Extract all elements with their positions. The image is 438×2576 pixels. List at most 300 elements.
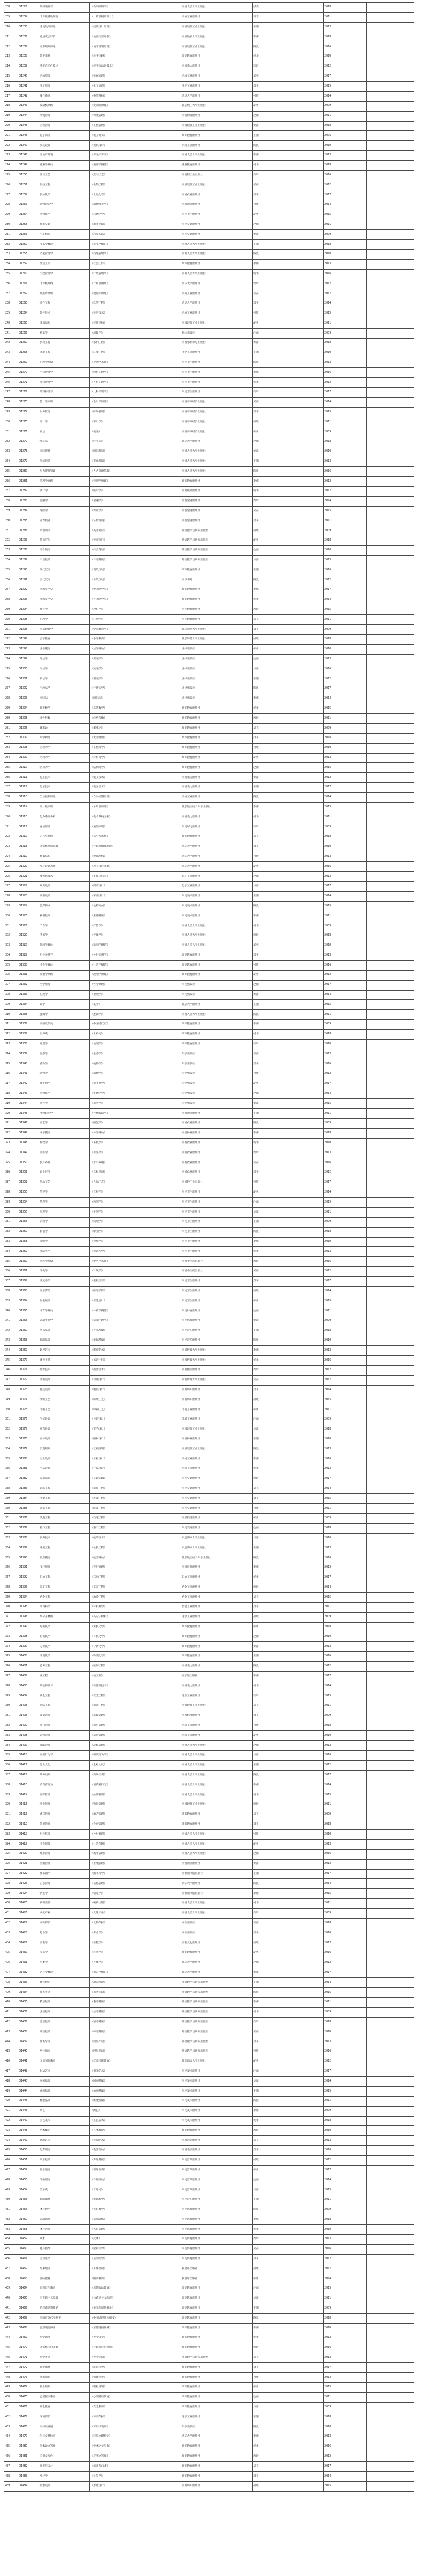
note-cell — [367, 635, 414, 645]
author-cell: 王翔 — [253, 131, 324, 141]
course-name-cell: 作物栽培学 — [39, 1109, 90, 1119]
year-cell: 2013 — [324, 555, 367, 565]
row-number-cell: 455 — [4, 2442, 18, 2452]
publisher-cell: 中国财政经济出版社 — [181, 407, 252, 417]
row-number-cell: 454 — [4, 2432, 18, 2442]
row-number-cell: 295 — [4, 862, 18, 872]
table-row — [4, 121, 414, 131]
author-cell: 吴亮 — [253, 1593, 324, 1603]
course-name-cell: 医学影像 — [39, 1286, 90, 1296]
publisher-cell: 中国人民大学出版社 — [181, 447, 252, 457]
publisher-cell: 中国人民大学出版社 — [181, 249, 252, 259]
author-cell: 胡勇 — [253, 319, 324, 329]
publisher-cell: 旅游教育出版社 — [181, 160, 252, 170]
table-row — [4, 2067, 414, 2077]
row-number-cell: 227 — [4, 190, 18, 200]
row-number-cell: 306 — [4, 971, 18, 981]
year-cell: 2016 — [324, 862, 367, 872]
row-number-cell: 399 — [4, 1889, 18, 1899]
table-row — [4, 1346, 414, 1356]
note-cell — [367, 2126, 414, 2136]
textbook-cell: 《美学》 — [90, 1000, 181, 1010]
note-cell — [367, 111, 414, 121]
row-number-cell: 420 — [4, 2096, 18, 2106]
row-number-cell: 382 — [4, 1721, 18, 1731]
course-name-cell: 食品工艺 — [39, 1178, 90, 1188]
textbook-cell: 《证券投资》 — [90, 516, 181, 526]
note-cell — [367, 1286, 414, 1296]
publisher-cell: 中国建筑工业出版社 — [181, 180, 252, 190]
publisher-cell: 人民卫生出版社 — [181, 388, 252, 398]
row-number-cell: 370 — [4, 1603, 18, 1613]
textbook-cell: 《职业规划》 — [90, 2383, 181, 2393]
year-cell: 2016 — [324, 368, 367, 378]
textbook-cell: 《信息管理》 — [90, 1879, 181, 1889]
course-code-cell: 01432 — [18, 1968, 39, 1978]
note-cell — [367, 2057, 414, 2067]
author-cell: 李伟 — [253, 2106, 324, 2116]
author-cell: 胡勇 — [253, 101, 324, 111]
note-cell — [367, 447, 414, 457]
table-row — [4, 2106, 414, 2116]
textbook-cell: 《机械原理》 — [90, 72, 181, 82]
note-cell — [367, 62, 414, 72]
author-cell: 赵丽 — [253, 1741, 324, 1751]
note-cell — [367, 269, 414, 279]
publisher-cell: 机械工业出版社 — [181, 1454, 252, 1464]
row-number-cell: 321 — [4, 1119, 18, 1129]
note-cell — [367, 1622, 414, 1632]
author-cell: 郑平 — [253, 2254, 324, 2264]
year-cell: 2012 — [324, 1069, 367, 1079]
note-cell — [367, 2067, 414, 2077]
year-cell: 2011 — [324, 2096, 367, 2106]
publisher-cell: 人民卫生出版社 — [181, 368, 252, 378]
note-cell — [367, 1583, 414, 1593]
year-cell: 2018 — [324, 931, 367, 941]
textbook-cell: 《材料科学》 — [90, 1603, 181, 1613]
year-cell: 2009 — [324, 2402, 367, 2412]
row-number-cell: 310 — [4, 1010, 18, 1020]
course-name-cell: 声乐基础 — [39, 2155, 90, 2165]
course-code-cell: 01448 — [18, 2126, 39, 2136]
note-cell — [367, 1820, 414, 1830]
course-code-cell: 01346 — [18, 1119, 39, 1129]
course-name-cell: 创新创业 — [39, 2373, 90, 2383]
author-cell: 郑平 — [253, 1603, 324, 1613]
year-cell: 2018 — [324, 2116, 367, 2126]
row-number-cell: 208 — [4, 3, 18, 13]
textbook-cell: 《图书馆学》 — [90, 1869, 181, 1879]
note-cell — [367, 2462, 414, 2472]
note-cell — [367, 427, 414, 437]
course-name-cell: 武术 — [39, 2235, 90, 2245]
table-row — [4, 210, 414, 220]
table-row — [4, 565, 414, 575]
course-code-cell: 01471 — [18, 2353, 39, 2363]
publisher-cell: 人民交通出版社 — [181, 1504, 252, 1514]
year-cell: 2018 — [324, 1721, 367, 1731]
course-name-cell: 内科护理学 — [39, 368, 90, 378]
row-number-cell: 301 — [4, 921, 18, 931]
publisher-cell: 高等教育出版社 — [181, 832, 252, 842]
publisher-cell: 中国农业出版社 — [181, 200, 252, 210]
publisher-cell: 中国人民大学出版社 — [181, 1760, 252, 1770]
note-cell — [367, 52, 414, 62]
year-cell: 2018 — [324, 1227, 367, 1237]
course-name-cell: 可持续发展 — [39, 2422, 90, 2432]
course-name-cell: 兽医学 — [39, 1148, 90, 1158]
year-cell: 2016 — [324, 664, 367, 674]
publisher-cell: 人民出版社 — [181, 990, 252, 1000]
note-cell — [367, 674, 414, 684]
course-code-cell: 01236 — [18, 32, 39, 42]
table-row — [4, 911, 414, 921]
publisher-cell: 高等教育出版社 — [181, 565, 252, 575]
note-cell — [367, 1563, 414, 1573]
author-cell: 陈凯 — [253, 2205, 324, 2215]
row-number-cell: 238 — [4, 299, 18, 309]
table-row — [4, 1908, 414, 1918]
course-name-cell: 城市规划原理 — [39, 42, 90, 52]
author-cell: 郑平 — [253, 1059, 324, 1069]
textbook-cell: 《书法艺术》 — [90, 2067, 181, 2077]
year-cell: 2017 — [324, 190, 367, 200]
publisher-cell: 中国建筑工业出版社 — [181, 42, 252, 52]
year-cell: 2015 — [324, 1000, 367, 1010]
year-cell: 2009 — [324, 1711, 367, 1721]
row-number-cell: 369 — [4, 1593, 18, 1603]
textbook-cell: 《运营管理》 — [90, 1731, 181, 1741]
course-code-cell: 01419 — [18, 1840, 39, 1850]
author-cell: 杨华 — [253, 1247, 324, 1257]
textbook-cell: 《景观规划》 — [90, 1444, 181, 1454]
course-name-cell: 水利工程 — [39, 339, 90, 348]
course-code-cell: 01293 — [18, 595, 39, 605]
author-cell: 周玲 — [253, 2017, 324, 2027]
year-cell: 2017 — [324, 289, 367, 299]
course-name-cell: 人类学 — [39, 1958, 90, 1968]
note-cell — [367, 2195, 414, 2205]
author-cell: 周玲 — [253, 2235, 324, 2245]
row-number-cell: 401 — [4, 1908, 18, 1918]
course-code-cell: 01284 — [18, 506, 39, 516]
author-cell: 周玲 — [253, 1908, 324, 1918]
row-number-cell: 337 — [4, 1276, 18, 1286]
note-cell — [367, 1218, 414, 1228]
author-cell: 陈凯 — [253, 1010, 324, 1020]
row-number-cell: 368 — [4, 1583, 18, 1593]
course-name-cell: 消防工程 — [39, 1701, 90, 1711]
author-cell: 胡勇 — [253, 753, 324, 763]
author-cell: 周玲 — [253, 2126, 324, 2136]
table-row — [4, 279, 414, 289]
course-name-cell: 生理学 — [39, 1208, 90, 1218]
table-row — [4, 1513, 414, 1523]
publisher-cell: 人民体育出版社 — [181, 2215, 252, 2225]
table-row — [4, 1622, 414, 1632]
publisher-cell: 清华大学出版社 — [181, 2432, 252, 2442]
course-name-cell: 礼仪学 — [39, 2472, 90, 2482]
note-cell — [367, 1810, 414, 1820]
note-cell — [367, 22, 414, 32]
year-cell: 2012 — [324, 477, 367, 487]
course-name-cell: 港口工程 — [39, 1523, 90, 1533]
course-name-cell: 服装设计 — [39, 1385, 90, 1395]
textbook-cell: 《中国近现代史纲要》 — [90, 2314, 181, 2324]
table-row — [4, 1612, 414, 1622]
note-cell — [367, 2116, 414, 2126]
author-cell: 杨华 — [253, 595, 324, 605]
author-cell: 李伟 — [253, 1997, 324, 2007]
course-name-cell: 新能源技术 — [39, 1681, 90, 1691]
course-code-cell: 01397 — [18, 1622, 39, 1632]
note-cell — [367, 961, 414, 971]
note-cell — [367, 921, 414, 931]
textbook-cell: 《运动训练》 — [90, 2215, 181, 2225]
table-row — [4, 72, 414, 82]
textbook-cell: 《铁道工程》 — [90, 1513, 181, 1523]
table-row — [4, 131, 414, 141]
textbook-cell: 《药物化学》 — [90, 210, 181, 220]
author-cell: 杨华 — [253, 1899, 324, 1909]
textbook-cell: 《针灸学》 — [90, 1267, 181, 1277]
course-name-cell: 生态学 — [39, 1049, 90, 1059]
publisher-cell: 人民美术出版社 — [181, 2087, 252, 2097]
author-cell: 赵丽 — [253, 1415, 324, 1425]
publisher-cell: 人民卫生出版社 — [181, 1188, 252, 1198]
course-code-cell: 01369 — [18, 1346, 39, 1356]
year-cell: 2010 — [324, 249, 367, 259]
publisher-cell: 清华大学出版社 — [181, 842, 252, 852]
row-number-cell: 351 — [4, 1415, 18, 1425]
course-name-cell: 林学概论 — [39, 1128, 90, 1138]
publisher-cell: 法律出版社 — [181, 684, 252, 694]
course-name-cell: 商务谈判 — [39, 1770, 90, 1780]
author-cell: 李伟 — [253, 694, 324, 704]
course-code-cell: 01342 — [18, 1079, 39, 1089]
table-row — [4, 1375, 414, 1385]
note-cell — [367, 881, 414, 891]
table-row — [4, 190, 414, 200]
table-row — [4, 1000, 414, 1010]
note-cell — [367, 230, 414, 240]
note-cell — [367, 753, 414, 763]
note-cell — [367, 565, 414, 575]
textbook-cell: 《法语基础》 — [90, 2007, 181, 2017]
note-cell — [367, 1701, 414, 1711]
textbook-cell: 《古代汉语》 — [90, 575, 181, 585]
note-cell — [367, 1435, 414, 1444]
table-row — [4, 1198, 414, 1208]
year-cell: 2011 — [324, 1899, 367, 1909]
row-number-cell: 278 — [4, 694, 18, 704]
year-cell: 2012 — [324, 773, 367, 783]
course-code-cell: 01315 — [18, 812, 39, 822]
table-row — [4, 111, 414, 121]
publisher-cell: 机械工业出版社 — [181, 1464, 252, 1474]
row-number-cell: 299 — [4, 901, 18, 911]
year-cell: 2017 — [324, 1770, 367, 1780]
year-cell: 2011 — [324, 1109, 367, 1119]
table-row — [4, 180, 414, 190]
course-code-cell: 01251 — [18, 180, 39, 190]
row-number-cell: 293 — [4, 842, 18, 852]
note-cell — [367, 2027, 414, 2037]
row-number-cell: 378 — [4, 1681, 18, 1691]
course-name-cell: 纺织工艺 — [39, 1395, 90, 1405]
note-cell — [367, 131, 414, 141]
table-row — [4, 1286, 414, 1296]
table-row — [4, 2343, 414, 2353]
textbook-cell: 《教育学》 — [90, 605, 181, 615]
course-code-cell: 01459 — [18, 2235, 39, 2245]
course-code-cell: 01366 — [18, 1316, 39, 1326]
publisher-cell: 高等教育出版社 — [181, 724, 252, 734]
textbook-cell: 《动画设计》 — [90, 1375, 181, 1385]
table-row — [4, 2096, 414, 2106]
author-cell: 胡勇 — [253, 2165, 324, 2175]
course-code-cell: 01411 — [18, 1760, 39, 1770]
note-cell — [367, 1751, 414, 1761]
row-number-cell: 397 — [4, 1869, 18, 1879]
table-row — [4, 1563, 414, 1573]
course-code-cell: 01301 — [18, 674, 39, 684]
year-cell: 2016 — [324, 1257, 367, 1267]
course-name-cell: 城市交通 — [39, 220, 90, 230]
course-name-cell: 药理学 — [39, 1198, 90, 1208]
note-cell — [367, 605, 414, 615]
note-cell — [367, 1790, 414, 1800]
course-name-cell: 结构力学 — [39, 763, 90, 773]
table-row — [4, 733, 414, 743]
course-code-cell: 01299 — [18, 654, 39, 664]
row-number-cell: 365 — [4, 1553, 18, 1563]
textbook-cell: 《西班牙语》 — [90, 2037, 181, 2047]
publisher-cell: 人民美术出版社 — [181, 2096, 252, 2106]
note-cell — [367, 496, 414, 506]
table-row — [4, 299, 414, 309]
textbook-cell: 《小学教育》 — [90, 635, 181, 645]
year-cell: 2015 — [324, 407, 367, 417]
publisher-cell: 高等教育出版社 — [181, 1642, 252, 1652]
course-name-cell: 材料科学 — [39, 1603, 90, 1613]
author-cell: 陈凯 — [253, 1770, 324, 1780]
year-cell: 2018 — [324, 32, 367, 42]
course-code-cell: 01298 — [18, 644, 39, 654]
table-row — [4, 2304, 414, 2314]
author-cell: 李伟 — [253, 1889, 324, 1899]
table-row — [4, 931, 414, 941]
year-cell: 2014 — [324, 1385, 367, 1395]
row-number-cell: 292 — [4, 832, 18, 842]
year-cell: 2017 — [324, 1968, 367, 1978]
row-number-cell: 296 — [4, 872, 18, 882]
author-cell: 杨华 — [253, 704, 324, 714]
course-name-cell: 计算机应用基础 — [39, 2343, 90, 2353]
table-row — [4, 585, 414, 595]
course-name-cell: 毛泽东思想概论 — [39, 2304, 90, 2314]
course-name-cell: 自动控制原理 — [39, 792, 90, 802]
textbook-cell: 《数据库原理》 — [90, 289, 181, 299]
row-number-cell: 327 — [4, 1178, 18, 1188]
publisher-cell: 中国人民大学出版社 — [181, 1741, 252, 1751]
year-cell: 2014 — [324, 299, 367, 309]
table-row — [4, 1948, 414, 1958]
course-code-cell: 01390 — [18, 1553, 39, 1563]
textbook-cell: 《英语写作》 — [90, 536, 181, 546]
author-cell: 周玲 — [253, 1474, 324, 1484]
publisher-cell: 清华大学出版社 — [181, 852, 252, 862]
note-cell — [367, 891, 414, 901]
table-row — [4, 42, 414, 52]
table-row — [4, 2452, 414, 2462]
course-code-cell: 01295 — [18, 615, 39, 625]
course-name-cell: 大学英语 — [39, 2353, 90, 2363]
textbook-cell: 《作曲理论》 — [90, 2175, 181, 2185]
row-number-cell: 223 — [4, 150, 18, 160]
note-cell — [367, 2254, 414, 2264]
textbook-cell: 《无机化学》 — [90, 1622, 181, 1632]
table-row — [4, 427, 414, 437]
course-code-cell: 01418 — [18, 1830, 39, 1840]
note-cell — [367, 585, 414, 595]
note-cell — [367, 407, 414, 417]
table-row — [4, 1069, 414, 1079]
course-code-cell: 01336 — [18, 1020, 39, 1030]
publisher-cell: 中国人民大学出版社 — [181, 1780, 252, 1790]
row-number-cell: 240 — [4, 319, 18, 329]
table-row — [4, 1978, 414, 1988]
table-row — [4, 1751, 414, 1761]
publisher-cell: 人民出版社 — [181, 980, 252, 990]
row-number-cell: 373 — [4, 1632, 18, 1642]
table-row — [4, 1336, 414, 1346]
publisher-cell: 中国林业出版社 — [181, 1128, 252, 1138]
note-cell — [367, 1405, 414, 1415]
course-name-cell: 酒店管理 — [39, 1810, 90, 1820]
row-number-cell: 213 — [4, 52, 18, 62]
course-code-cell: 01463 — [18, 2274, 39, 2284]
textbook-cell: 《项目管理》 — [90, 1721, 181, 1731]
author-cell: 陈凯 — [253, 1879, 324, 1889]
publisher-cell: 中国人民大学出版社 — [181, 457, 252, 467]
table-row — [4, 674, 414, 684]
row-number-cell: 230 — [4, 220, 18, 230]
course-name-cell: 马克思主义原理 — [39, 2294, 90, 2304]
textbook-cell: 《公共关系学》 — [90, 951, 181, 961]
table-row — [4, 1099, 414, 1109]
course-code-cell: 01339 — [18, 1049, 39, 1059]
course-name-cell: 传播学 — [39, 931, 90, 941]
course-code-cell: 01408 — [18, 1731, 39, 1741]
year-cell: 2013 — [324, 1444, 367, 1454]
note-cell — [367, 2363, 414, 2373]
publisher-cell: 高等教育出版社 — [181, 2304, 252, 2314]
note-cell — [367, 931, 414, 941]
textbook-cell: 《安全教育》 — [90, 2402, 181, 2412]
author-cell: 孙敏 — [253, 2264, 324, 2274]
course-name-cell: 有机化学 — [39, 1632, 90, 1642]
textbook-cell: 《毛泽东思想概论》 — [90, 2304, 181, 2314]
row-number-cell: 364 — [4, 1543, 18, 1553]
course-name-cell: 畜牧学 — [39, 1138, 90, 1148]
textbook-cell: 《法学概论》 — [90, 644, 181, 654]
table-row — [4, 1820, 414, 1830]
note-cell — [367, 684, 414, 694]
course-name-cell: 能源工程 — [39, 1661, 90, 1671]
author-cell: 刘洋 — [253, 1751, 324, 1761]
